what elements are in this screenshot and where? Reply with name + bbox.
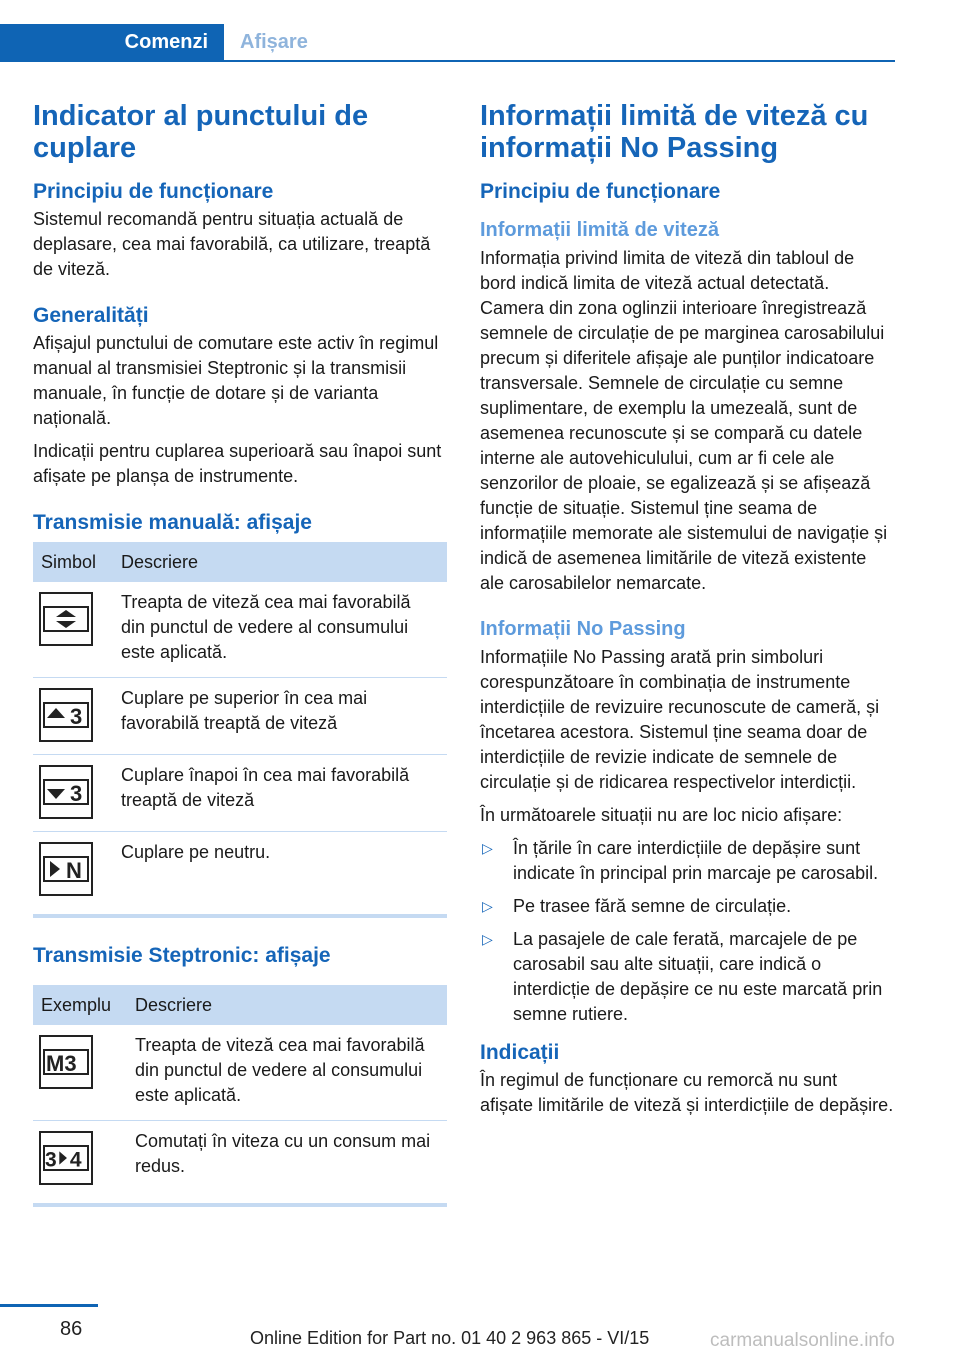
footer-rule [0, 1304, 98, 1307]
notes-heading: Indicații [480, 1041, 560, 1064]
steptronic-heading: Transmisie Steptronic: afișaje [33, 944, 331, 967]
manual-row-desc: Treapta de viteză cea mai favorabilă din punctul de vedere al consumului este aplicată. [121, 582, 447, 678]
tab-underline [0, 60, 895, 62]
speed-limit-text: Informația privind limita de viteză din tabloul de bord indică limita de viteză actual detectată. Camera din zona oglinzii interioare înregistrează semnele de circulație de pe marginea carosabilului precum și diferitele afișaje ale punților indicatoare transversale. Semnele de circulație cu semne suplimentare, de exemplu la umezeală, sunt de asemenea recunoscute și se compară cu datele interne ale autovehiculului, cum ar fi cele ale senzorilor de ploaie, se egalizează și se afișează funcție de situație. Sistemul ține seama de informațiile memorate ale sistemului de navigație și indică de asemenea limitările de viteză existente ale carosabilelor nemarcate. [480, 248, 888, 593]
m3-icon [39, 1035, 93, 1089]
table-row [33, 678, 447, 755]
neutral-n-icon [39, 842, 93, 896]
section-tab-bar [0, 24, 895, 62]
no-passing-text: Informațiile No Passing arată prin simboluri corespunzătoare în combinația de instrumente interdicțiile de revizuire recunoscute de cameră, și încetarea acestora. Sistemul ține seama doar de interdicțiile de revizie indicate de semnele de circulație și de ridicarea respectivelor interdicții. [480, 647, 880, 792]
shift-3-to-4-icon [39, 1131, 93, 1185]
table-row [33, 832, 447, 917]
svg-text:3: 3 [70, 782, 83, 802]
double-arrow-icon [39, 592, 93, 646]
list-item: ▷ În țările în care interdicțiile de depășire sunt indicate în principal prin marcaje pe carosabil. [482, 838, 879, 883]
no-passing-lead: În următoarele situații nu are loc nicio afișare: [480, 805, 843, 825]
downshift-3-icon [39, 765, 93, 819]
generalities-p2: Indicații pentru cuplarea superioară sau înapoi sunt afișate pe planșa de instrumente. [33, 441, 442, 486]
speed-limit-heading: Informații limită de viteză [480, 219, 719, 241]
step-row-desc: Comutați în viteza cu un consum mai redus. [135, 1121, 447, 1206]
notes-text: În regimul de funcționare cu remorcă nu sunt afișate limitările de viteză și interdicțiile de depășire. [480, 1070, 894, 1115]
right-title: Informații limită de viteză cu informații No Passing [480, 100, 869, 164]
edition-text: Online Edition for Part no. 01 40 2 963 865 - VI/15 [250, 1328, 650, 1348]
table-row [33, 755, 447, 832]
svg-text:3: 3 [70, 705, 83, 725]
bullet-triangle-icon: ▷ [482, 840, 493, 856]
left-principle-text: Sistemul recomandă pentru situația actuală de deplasare, cea mai favorabilă, ca utilizare, treaptă de viteză. [33, 209, 431, 279]
manual-table [33, 542, 447, 918]
table-row [33, 1025, 447, 1121]
generalities-p1: Afișajul punctului de comutare este activ în regimul manual al transmisiei Steptronic și la transmisii manuale, în funcție de dotare și de varianta națională. [33, 333, 439, 428]
step-row-desc: Treapta de viteză cea mai favorabilă din punctul de vedere al consumului este aplicată. [135, 1025, 447, 1121]
steptronic-table [33, 985, 447, 1207]
tab-afisare[interactable]: Afișare [240, 31, 308, 53]
watermark-text: carmanualsonline.info [710, 1330, 895, 1351]
bullet-triangle-icon: ▷ [482, 931, 493, 947]
svg-text:M3: M3 [46, 1052, 77, 1072]
manual-col-symbol: Simbol [33, 542, 121, 582]
list-item: ▷ La pasajele de cale ferată, marcajele de pe carosabil sau alte situații, care indică o interdicție de depășire ce nu este marcată prin semne rutiere. [482, 929, 883, 1024]
table-row [33, 582, 447, 678]
svg-text:4: 4 [69, 1148, 82, 1168]
manual-heading: Transmisie manuală: afișaje [33, 511, 312, 534]
list-item: ▷ Pe trasee fără semne de circulație. [480, 894, 895, 919]
step-col-desc: Descriere [135, 985, 447, 1025]
page-number: 86 [60, 1318, 83, 1340]
upshift-3-icon [39, 688, 93, 742]
no-display-list [480, 836, 895, 1027]
table-row [33, 1121, 447, 1206]
manual-row-desc: Cuplare înapoi în cea mai favorabilă treaptă de viteză [121, 755, 447, 832]
manual-row-desc: Cuplare pe neutru. [121, 832, 447, 917]
left-title: Indicator al punctului de cuplare [33, 100, 369, 164]
svg-text:3: 3 [45, 1148, 57, 1168]
manual-col-desc: Descriere [121, 542, 447, 582]
generalities-heading: Generalități [33, 304, 149, 327]
right-column [480, 100, 895, 1126]
manual-row-desc: Cuplare pe superior în cea mai favorabilă treaptă de viteză [121, 678, 447, 755]
svg-text:N: N [66, 859, 82, 879]
left-column [33, 100, 447, 1207]
no-passing-heading: Informații No Passing [480, 618, 686, 640]
step-col-example: Exemplu [33, 985, 135, 1025]
tab-comenzi[interactable]: Comenzi [0, 24, 224, 61]
left-principle-heading: Principiu de funcționare [33, 180, 274, 203]
bullet-triangle-icon: ▷ [482, 898, 493, 914]
right-principle-heading: Principiu de funcționare [480, 180, 721, 203]
